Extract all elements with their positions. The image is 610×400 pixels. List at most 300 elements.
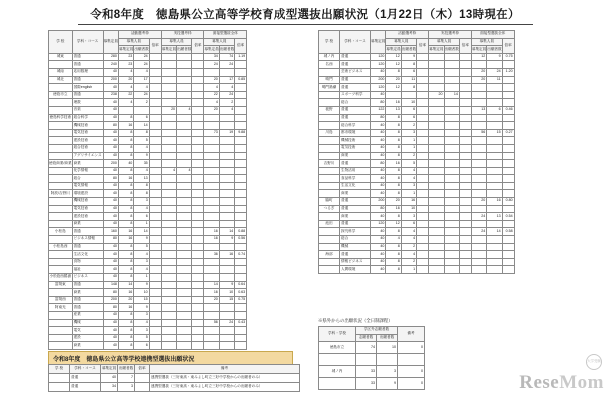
cell-school: 池田 <box>319 220 340 228</box>
cell-total-rate <box>502 258 514 266</box>
col-activity-sub: 募集人員 <box>386 38 417 46</box>
table-row <box>319 175 515 183</box>
cell-course: 普通 <box>72 228 103 236</box>
cell-total-cap: 13 <box>471 106 486 114</box>
cell-activity-cap: 23 <box>118 53 133 61</box>
cell-total-cap <box>471 152 486 160</box>
cell-total-apps <box>219 122 234 130</box>
cell-rate <box>135 383 150 392</box>
cell-skill-apps <box>177 152 192 160</box>
cell-activity-cap: 8 <box>386 266 401 274</box>
cell-skill-apps <box>177 205 192 213</box>
cell-school <box>49 205 73 213</box>
cell-total-apps <box>219 266 234 274</box>
cell-activity-cap: 8 <box>118 311 133 319</box>
kengai-col-submitted: 出願者数 <box>377 334 398 342</box>
cell-capacity: 40 <box>103 106 118 114</box>
cell-school: 徳島商業/商業 <box>49 160 73 168</box>
cell-skill-cap <box>161 289 176 297</box>
cell-course: 商業 <box>340 190 371 198</box>
cell-total-cap <box>471 251 486 259</box>
cell-activity-apps: 1 <box>401 137 416 145</box>
cell-capacity: 40 <box>371 167 386 175</box>
cell-capacity: 240 <box>103 61 118 69</box>
cell-school <box>319 258 340 266</box>
cell-total-apps <box>219 213 234 221</box>
cell-activity-rate <box>149 76 161 84</box>
cell-skill-rate <box>192 243 204 251</box>
cell-total-rate <box>235 144 247 152</box>
cell-activity-cap: 16 <box>118 289 133 297</box>
cell-total-apps: 19 <box>219 129 234 137</box>
table-row <box>319 251 515 259</box>
cell-skill-apps <box>177 68 192 76</box>
cell-skill-cap: 20 <box>429 91 444 99</box>
cell-skill-apps <box>177 334 192 342</box>
cell-school <box>319 182 340 190</box>
cell-activity-rate <box>417 114 429 122</box>
cell-total-rate <box>235 205 247 213</box>
cell-activity-cap: 8 <box>118 327 133 335</box>
cell-activity-apps: 8 <box>134 190 149 198</box>
cell-total-rate <box>235 342 247 350</box>
cell-skill-cap <box>429 129 444 137</box>
cell-total-apps <box>219 175 234 183</box>
cell-total-rate: 0.64 <box>235 281 247 289</box>
cell-skill-apps <box>444 205 459 213</box>
cell-course: 商業 <box>72 342 103 350</box>
cell-activity-rate <box>149 243 161 251</box>
cell-capacity: 40 <box>103 243 118 251</box>
cell-activity-rate <box>417 228 429 236</box>
cell-activity-rate <box>417 144 429 152</box>
cell-activity-rate <box>149 106 161 114</box>
cell-activity-apps: 4 <box>401 236 416 244</box>
cell-submitted <box>377 354 398 366</box>
cell-total-apps <box>219 144 234 152</box>
cell-school: 徳島市立 <box>319 342 356 354</box>
cell-total-apps <box>219 274 234 282</box>
cell-total-rate <box>502 175 514 183</box>
table-row <box>49 152 247 160</box>
cell-activity-rate <box>149 296 161 304</box>
cell-total-cap: 24 <box>471 213 486 221</box>
cell-total-cap <box>204 334 219 342</box>
cell-skill-rate <box>459 106 471 114</box>
cell-skill-cap <box>429 228 444 236</box>
cell-capacity: 200 <box>103 296 118 304</box>
col-group-activity: 活動選考枠 <box>118 31 161 39</box>
cell-capacity: 80 <box>371 205 386 213</box>
cell-capacity: 122 <box>371 106 386 114</box>
cell-total-rate: 0.54 <box>502 213 514 221</box>
cell-total-apps <box>487 99 502 107</box>
cell-course: 電気技術 <box>340 144 371 152</box>
cell-skill-rate <box>459 160 471 168</box>
cell-total-rate <box>235 213 247 221</box>
cell-skill-rate <box>192 84 204 92</box>
cell-skill-apps <box>444 144 459 152</box>
table-row <box>49 167 247 175</box>
kengai-col-applicants: 志願者数 <box>356 334 377 342</box>
cell-skill-apps <box>177 99 192 107</box>
cell-skill-rate <box>192 68 204 76</box>
cell-activity-apps: 6 <box>134 342 149 350</box>
cell-total-rate: 9.88 <box>235 129 247 137</box>
cell-skill-apps <box>444 106 459 114</box>
cell-capacity: 40 <box>103 84 118 92</box>
cell-activity-cap: 20 <box>386 76 401 84</box>
cell-skill-apps <box>177 190 192 198</box>
cell-activity-rate <box>149 319 161 327</box>
cell-school: 城東 <box>49 53 73 61</box>
cell-total-cap: 73 <box>204 129 219 137</box>
cell-skill-rate <box>192 274 204 282</box>
cell-skill-cap <box>161 213 176 221</box>
cell-capacity: 40 <box>103 251 118 259</box>
cell-activity-apps: 3 <box>134 327 149 335</box>
cell-total-apps <box>219 327 234 335</box>
cell-capacity: 80 <box>103 236 118 244</box>
cell-activity-rate <box>149 53 161 61</box>
cell-activity-rate <box>149 274 161 282</box>
cell-total-cap: 24 <box>471 228 486 236</box>
cell-capacity: 40 <box>103 167 118 175</box>
cell-activity-apps: 3 <box>401 213 416 221</box>
cell-total-apps: 2 <box>219 99 234 107</box>
cell-total-apps: 6 <box>487 106 502 114</box>
cell-skill-cap <box>161 243 176 251</box>
cell-school <box>319 122 340 130</box>
cell-skill-rate <box>459 68 471 76</box>
cell-capacity: 80 <box>371 114 386 122</box>
cell-activity-cap: 8 <box>118 274 133 282</box>
cell-total-rate <box>235 190 247 198</box>
cell-skill-cap <box>429 61 444 69</box>
cell-total-apps <box>487 122 502 130</box>
cell-skill-apps <box>444 152 459 160</box>
cell-activity-apps: 11 <box>401 76 416 84</box>
cell-total-rate <box>235 274 247 282</box>
cell-activity-rate <box>417 220 429 228</box>
cell-skill-apps <box>177 61 192 69</box>
cell-total-rate <box>235 84 247 92</box>
cell-total-cap <box>471 114 486 122</box>
col-activity-cap: 募集定員 <box>118 46 133 54</box>
col-total-rate: 倍率 <box>235 38 247 53</box>
cell-school: 川島 <box>319 129 340 137</box>
cell-total-rate: 0.75 <box>235 296 247 304</box>
cell-total-cap <box>471 84 486 92</box>
cell-skill-cap <box>429 152 444 160</box>
table-row <box>319 68 515 76</box>
cell-activity-rate <box>149 137 161 145</box>
cell-skill-apps <box>177 182 192 190</box>
cell-skill-apps <box>177 327 192 335</box>
cell-activity-cap: 8 <box>386 228 401 236</box>
cell-total-rate <box>502 99 514 107</box>
cell-activity-rate <box>417 61 429 69</box>
cell-total-apps: 24 <box>487 68 502 76</box>
cell-activity-apps: 9 <box>134 236 149 244</box>
table-row <box>49 190 247 198</box>
cell-skill-apps <box>444 213 459 221</box>
cell-school: 小松島西勝浦 <box>49 274 73 282</box>
cell-total-apps <box>487 137 502 145</box>
cell-skill-apps <box>177 228 192 236</box>
cell-activity-cap: 4 <box>118 99 133 107</box>
cell-school: 徳島市立 <box>49 91 73 99</box>
cell-skill-apps <box>444 220 459 228</box>
cell-total-rate <box>235 182 247 190</box>
cell-course: スポーツ科学 <box>340 91 371 99</box>
cell-total-rate <box>502 190 514 198</box>
kengai-row <box>319 354 425 366</box>
table-row <box>49 304 247 312</box>
col-total-rate: 倍率 <box>502 38 514 53</box>
cell-skill-apps <box>444 114 459 122</box>
col-skill-sub: 募集人員 <box>429 38 460 46</box>
cell-total-cap <box>471 258 486 266</box>
cell-skill-cap <box>161 91 176 99</box>
col-skill-cap: 募集定員 <box>429 46 444 54</box>
cell-total-rate <box>502 144 514 152</box>
cell-skill-cap <box>161 129 176 137</box>
cell-total-rate <box>235 167 247 175</box>
cell-skill-cap <box>161 236 176 244</box>
cell-activity-apps: 6 <box>401 114 416 122</box>
cell-applicants: 33 <box>356 366 377 378</box>
renkei-col-4: 倍率 <box>135 365 150 374</box>
cell-skill-cap <box>161 311 176 319</box>
cell-skill-cap <box>429 175 444 183</box>
cell-skill-apps <box>177 137 192 145</box>
cell-skill-rate <box>192 296 204 304</box>
cell-total-apps: 74 <box>219 53 234 61</box>
cell-capacity: 120 <box>371 220 386 228</box>
cell-total-cap: 36 <box>204 251 219 259</box>
renkei-table-head <box>49 365 300 374</box>
cell-activity-cap: 16 <box>118 236 133 244</box>
col-total-apps: 出願者数 <box>219 46 234 54</box>
cell-activity-cap: 8 <box>386 258 401 266</box>
cell-capacity: 80 <box>103 304 118 312</box>
cell-skill-cap <box>429 190 444 198</box>
cell-course: 普通 <box>72 281 103 289</box>
table-row <box>319 220 515 228</box>
cell-activity-rate <box>149 190 161 198</box>
cell-course: 建設技術 <box>72 137 103 145</box>
cell-skill-cap <box>161 76 176 84</box>
cell-total-apps <box>219 198 234 206</box>
table-row <box>49 319 247 327</box>
cell-capacity: 40 <box>103 258 118 266</box>
cell-skill-cap <box>429 251 444 259</box>
cell-applicants: 74 <box>356 342 377 354</box>
cell-skill-apps <box>444 160 459 168</box>
cell-activity-apps: 15 <box>134 296 149 304</box>
cell-activity-cap <box>118 106 133 114</box>
cell-capacity: 40 <box>103 220 118 228</box>
cell-activity-cap: 16 <box>386 160 401 168</box>
cell-total-cap <box>204 327 219 335</box>
cell-skill-apps <box>444 236 459 244</box>
cell-activity-apps: 10 <box>134 289 149 297</box>
table-row <box>49 129 247 137</box>
cell-activity-apps: 24 <box>134 53 149 61</box>
cell-total-apps <box>487 243 502 251</box>
cell-course: 情報ビジネス <box>340 258 371 266</box>
cell-skill-rate <box>459 251 471 259</box>
table-row <box>49 205 247 213</box>
cell-total-rate <box>502 251 514 259</box>
cell-total-rate <box>235 334 247 342</box>
cell-course: 普通 <box>340 198 371 206</box>
cell-skill-cap <box>161 137 176 145</box>
cell-activity-apps <box>401 91 416 99</box>
cell-skill-cap <box>161 114 176 122</box>
cell-school <box>319 266 340 274</box>
cell-skill-rate <box>192 53 204 61</box>
col-activity-apps: 出願者数 <box>401 46 416 54</box>
cell-course: 機械技術 <box>72 122 103 130</box>
col-group-total: 面接型選抜全体 <box>471 31 514 39</box>
cell-course: 普通 <box>340 160 371 168</box>
cell-total-cap <box>471 243 486 251</box>
cell-school <box>49 137 73 145</box>
cell-skill-cap <box>161 220 176 228</box>
table-row <box>319 182 515 190</box>
cell-capacity: 40 <box>103 334 118 342</box>
cell-activity-apps: 3 <box>134 198 149 206</box>
cell-school <box>319 99 340 107</box>
cell-skill-rate <box>459 266 471 274</box>
col-total-cap: 募集定員 <box>204 46 219 54</box>
cell-total-cap <box>204 304 219 312</box>
cell-capacity: 40 <box>371 91 386 99</box>
cell-course: 環境建設 <box>72 190 103 198</box>
cell-school <box>319 213 340 221</box>
cell-total-apps: 16 <box>219 251 234 259</box>
cell-activity-cap: 8 <box>386 251 401 259</box>
page-title: 令和8年度 徳島県公立高等学校育成型選抜出願状況（1月22日（木）13時現在） <box>90 9 520 21</box>
cell-activity-apps: 4 <box>134 84 149 92</box>
table-row <box>49 289 247 297</box>
cell-activity-apps: 2 <box>401 258 416 266</box>
kengai-row <box>319 378 425 390</box>
cell-capacity: 40 <box>103 190 118 198</box>
table-row <box>319 236 515 244</box>
cell-activity-rate <box>149 281 161 289</box>
cell-school <box>49 99 73 107</box>
cell-skill-rate <box>192 281 204 289</box>
cell-skill-rate <box>192 342 204 350</box>
cell-course: 商業 <box>340 213 371 221</box>
cell-course: 音楽 <box>72 106 103 114</box>
cell-activity-cap: 23 <box>118 61 133 69</box>
cell-skill-cap <box>161 228 176 236</box>
cell-skill-rate <box>459 99 471 107</box>
cell-skill-rate <box>459 243 471 251</box>
cell-total-cap: 20 <box>204 296 219 304</box>
cell-activity-cap: 8 <box>386 167 401 175</box>
cell-school <box>49 122 73 130</box>
cell-total-cap: 16 <box>204 228 219 236</box>
table-row <box>49 68 247 76</box>
cell-activity-cap: 8 <box>118 342 133 350</box>
cell-skill-cap <box>429 258 444 266</box>
cell-total-apps <box>219 304 234 312</box>
cell-activity-rate <box>149 228 161 236</box>
table-row <box>49 144 247 152</box>
cell-total-apps <box>219 258 234 266</box>
cell-activity-cap: 8 <box>118 152 133 160</box>
cell-total-apps <box>487 152 502 160</box>
cell-activity-rate <box>417 205 429 213</box>
cell-total-apps: 4 <box>219 84 234 92</box>
cell-activity-rate <box>417 68 429 76</box>
col-group-activity: 活動選考枠 <box>386 31 429 39</box>
cell-activity-cap: 8 <box>118 137 133 145</box>
cell-skill-cap <box>429 266 444 274</box>
col-skill-apps: 出願者数 <box>177 46 192 54</box>
cell-skill-apps <box>177 53 192 61</box>
cell-total-apps <box>487 205 502 213</box>
cell-course: 理数 <box>72 99 103 107</box>
cell-activity-apps: 4 <box>134 205 149 213</box>
cell-school: 徳島科学技術 <box>49 114 73 122</box>
cell-skill-cap <box>429 106 444 114</box>
table-row <box>319 91 515 99</box>
cell-total-cap <box>204 144 219 152</box>
cell-activity-rate <box>149 220 161 228</box>
cell-total-apps: 10 <box>219 289 234 297</box>
cell-skill-apps <box>177 76 192 84</box>
table-row <box>319 228 515 236</box>
cell-total-apps <box>219 334 234 342</box>
cell-activity-apps: 2 <box>401 122 416 130</box>
cell-activity-apps: 8 <box>401 84 416 92</box>
cell-activity-apps: 3 <box>401 129 416 137</box>
table-row <box>319 76 515 84</box>
cell-skill-rate <box>459 182 471 190</box>
cell-activity-cap: 8 <box>386 182 401 190</box>
cell-school <box>49 129 73 137</box>
cell-course: 機械 <box>72 319 103 327</box>
cell-activity-cap: 22 <box>118 91 133 99</box>
cell-submitted: 9 <box>377 378 398 390</box>
cell-capacity: 120 <box>371 61 386 69</box>
cell-school <box>49 334 73 342</box>
cell-applicants: 3 <box>118 383 135 392</box>
cell-course: 総合科学 <box>72 114 103 122</box>
cell-activity-apps: 5 <box>401 160 416 168</box>
cell-total-apps <box>487 266 502 274</box>
cell-total-cap <box>204 175 219 183</box>
cell-skill-apps <box>444 53 459 61</box>
cell-skill-cap <box>161 274 176 282</box>
cell-total-apps: 15 <box>219 296 234 304</box>
col-activity-cap: 募集定員 <box>386 46 401 54</box>
cell-school <box>49 144 73 152</box>
col-total-apps: 出願者数 <box>487 46 502 54</box>
cell-total-rate: 0.74 <box>235 251 247 259</box>
cell-total-apps: 14 <box>219 228 234 236</box>
cell-capacity: 80 <box>103 122 118 130</box>
cell-school <box>49 175 73 183</box>
cell-course: 探究科学 <box>340 228 371 236</box>
cell-course: 食物 <box>72 258 103 266</box>
